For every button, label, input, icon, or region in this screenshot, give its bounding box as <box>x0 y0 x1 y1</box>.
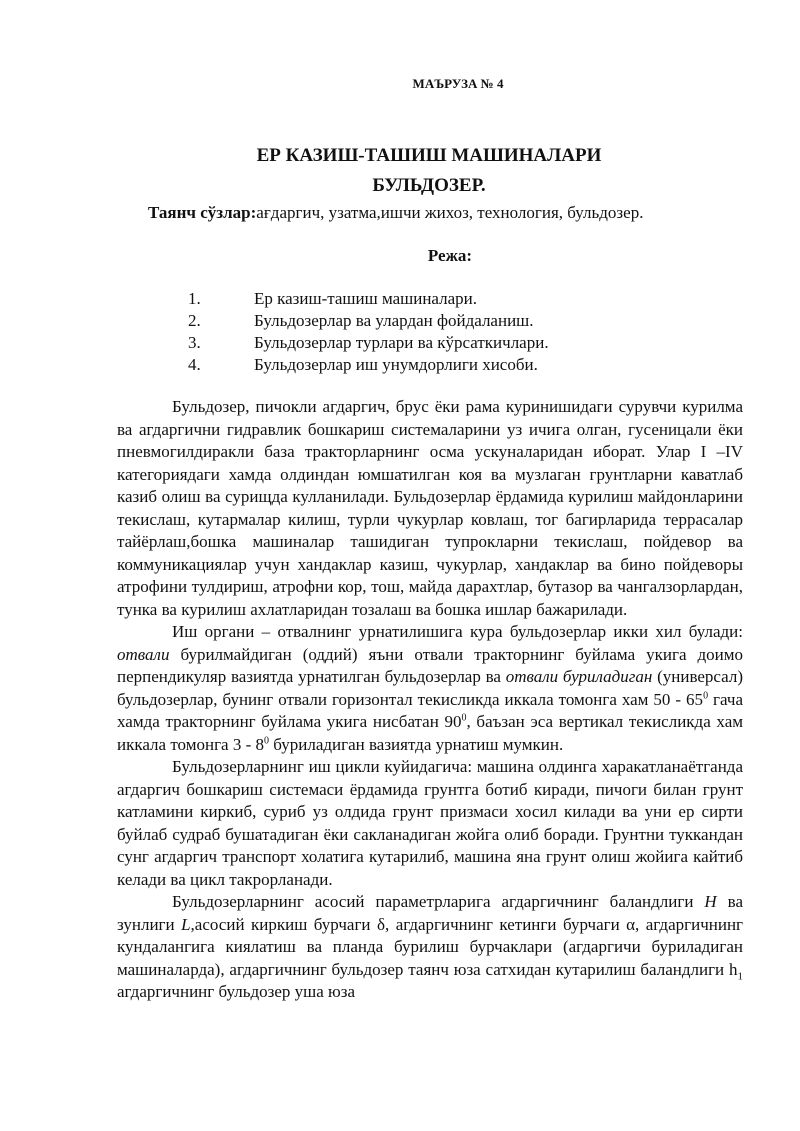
subscript: 1 <box>737 969 743 982</box>
text-run: Бульдозерларнинг асосий параметрларига агдаргичнинг баландлиги <box>172 892 705 911</box>
plan-list <box>0 288 800 376</box>
plan-item-text: Бульдозерлар турлари ва кўрсаткичлари. <box>254 333 549 352</box>
text-run: гача хамда тракторнинг буйлама укига нисбатан 90 <box>117 689 743 731</box>
plan-item-number: 3. <box>188 333 201 352</box>
plan-item-text: Бульдозерлар ва улардан фойдаланиш. <box>254 311 534 330</box>
plan-item <box>0 288 800 310</box>
text-run: Иш органи – отвалнинг урнатилишига кура бульдозерлар икки хил булади: <box>172 622 743 641</box>
plan-heading: Режа: <box>427 246 473 265</box>
body-text <box>117 396 743 1004</box>
text-run: , баъзан эса вертикал текисликда хам иккала томонга 3 - 8 <box>117 712 743 754</box>
keywords-line <box>148 203 768 223</box>
document-title: ЕР КАЗИШ-ТАШИШ МАШИНАЛАРИ <box>256 145 602 166</box>
plan-item-text: Ер казиш-ташиш машиналари. <box>254 289 478 308</box>
degree-superscript: 0 <box>703 689 709 701</box>
plan-item-number: 4. <box>188 355 201 374</box>
paragraph-work-organ <box>117 621 743 756</box>
degree-superscript: 0 <box>461 712 467 724</box>
text-run: буриладиган вазиятда урнатиш мумкин. <box>269 734 564 754</box>
lecture-number: МАЪРУЗА № 4 <box>412 76 504 91</box>
paragraph-parameters <box>117 891 743 1004</box>
text-run: ва зунлиги <box>117 892 743 934</box>
plan-item-number: 1. <box>188 289 201 308</box>
plan-item <box>0 310 800 332</box>
italic-term: отвали буриладиган <box>505 667 653 686</box>
text-run: бурилмайдиган (оддий) яъни отвали тракторнинг буйлама укига доимо перпендикуляр вазиятда урнатилган бульдозерлар ва <box>117 644 743 686</box>
paragraph-work-cycle: Бульдозерларнинг иш цикли куйидагича: машина олдинга харакатланаётганда агдаргич бошкариш системаси ёрдамида грунтга ботиб киради, пичоги билан грунт катламини киркиб, суриб уз олдида грунт призмаси хосил килади ва уни ер сирти буйлаб судраб бушатадиган ёки сакланадиган жойга олиб боради. Грунтни туккандан сунг агдаргич транспорт холатига кутарилиб, машина яна грунт олиш жойига кайтиб келади ва цикл такрорланади. <box>117 757 743 889</box>
plan-item <box>0 354 800 376</box>
plan-item-text: Бульдозерлар иш унумдорлиги хисоби. <box>254 355 538 374</box>
italic-symbol: H <box>704 892 717 911</box>
plan-item <box>0 332 800 354</box>
keywords-label: Таянч сўзлар: <box>148 203 257 222</box>
text-run: ,асосий киркиш бурчаги δ, агдаргичнинг кетинги бурчаги α, агдаргичнинг кундалангига киялатиш ва планда бурилиш бурчаклари (агдаргичи буриладиган машиналарда), агдаргичнинг бульдозер таянч юза сатхидан кутарилиш баландлиги h <box>117 914 744 979</box>
text-run: (универсал) бульдозерлар, бунинг отвали горизонтал текисликда иккала томонга хам 50 - 65 <box>117 667 744 709</box>
document-subtitle: БУЛЬДОЗЕР. <box>372 175 486 196</box>
text-run: агдаргичнинг бульдозер уша юза <box>117 982 355 1001</box>
italic-symbol: L <box>181 914 191 934</box>
keywords-text: ағдаргич, узатма,ишчи жихоз, технология, бульдозер. <box>256 203 644 222</box>
paragraph-intro: Бульдозер, пичокли агдаргич, брус ёки рама куринишидаги сурувчи курилма ва агдаргични гидравлик бошкариш системаларини уз ичига олган, гусеницали ёки пневмогилдиракли база тракторларнинг осма ускуналаридан иборат. Улар I –IV категориядаги хамда олдиндан юмшатилган коя ва музлаган грунтларни каватлаб казиб олиш ва сурищда кулланилади. Бульдозерлар ёрдамида курилиш майдонларини текислаш, кутармалар килиш, турли чукурлар ковлаш, тог багирларида террасалар тайёрлаш,бошка машиналар ташидиган тупрокларни текислаш, пойдевор ва коммуникациялар учун хандаклар казиш, чукурлар, хандаклар ва бино пойдеворы атрофини тулдириш, атрофни кор, тош, майда дарахтлар, бутазор ва чангалзорлардан, тунка ва курилиш ахлатларидан тозалаш ва бошка ишлар бажарилади. <box>117 397 743 619</box>
italic-term: отвали <box>117 644 170 664</box>
plan-item-number: 2. <box>188 311 201 330</box>
degree-superscript: 0 <box>264 734 269 746</box>
